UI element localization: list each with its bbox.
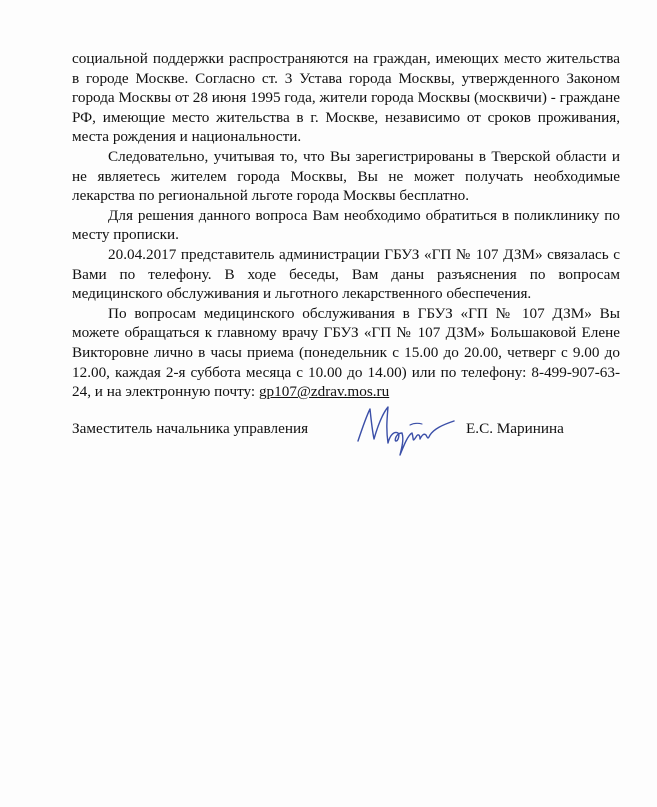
paragraph-phone-call: 20.04.2017 представитель администрации ГБУЗ «ГП № 107 ДЗМ» связалась с Вами по телефону. В ходе беседы, Вам даны разъяснения по вопросам медицинского обслуживания и льготного лекарственного обеспечения. <box>72 245 620 303</box>
contact-text: По вопросам медицинского обслуживания в ГБУЗ «ГП № 107 ДЗМ» Вы можете обращаться к главному врачу ГБУЗ «ГП № 107 ДЗМ» Большаковой Елене Викторовне лично в часы приема (понедельник с 15.00 до 20.00, четверг с 9.00 до 12.00, каждая 2-я суббота месяца с 10.00 до 14.00) или по телефону: 8-499-907-63-24, и на электронную почту: <box>72 304 620 401</box>
email-link[interactable]: gp107@zdrav.mos.ru <box>258 383 390 401</box>
paragraph-contacts <box>72 304 620 402</box>
paragraph-recommendation: Для решения данного вопроса Вам необходимо обратиться в поликлинику по месту прописки. <box>72 206 620 244</box>
signatory-title: Заместитель начальника управления <box>72 420 309 437</box>
handwritten-signature <box>350 399 460 459</box>
signatory-name: Е.С. Маринина <box>466 420 564 437</box>
letter-body <box>72 49 620 402</box>
paragraph-eligibility: социальной поддержки распространяются на граждан, имеющих место жительства в городе Москве. Согласно ст. 3 Устава города Москвы, утвержденного Законом города Москвы от 28 июня 1995 года, жители города Москвы (москвичи) - граждане РФ, имеющие место жительства в г. Москве, независимо от сроков проживания, места рождения и национальности. <box>72 50 620 146</box>
paragraph-conclusion: Следовательно, учитывая то, что Вы зарегистрированы в Тверской области и не являетесь жителем города Москвы, Вы не может получать необходимые лекарства по региональной льготе города Москвы бесплатно. <box>72 147 620 205</box>
